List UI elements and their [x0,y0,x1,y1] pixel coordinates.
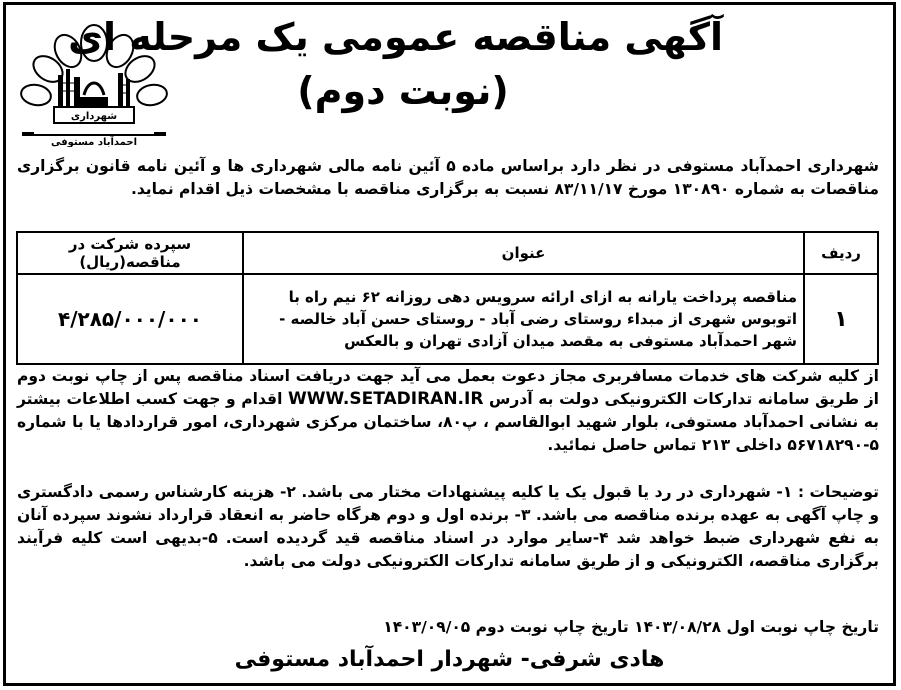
logo-text-sub: احمدآباد مستوفی [50,137,138,147]
table-header-row [17,232,878,274]
tender-notice [3,2,896,686]
table-row [17,274,878,364]
notice-header [6,5,893,153]
invitation-paragraph [17,365,879,457]
mayor-signature: هادی شرفی- شهردار احمدآباد مستوفی [234,647,665,672]
publication-dates: تاریخ چاپ نوبت اول ۱۴۰۳/۰۸/۲۸ تاریخ چاپ نوبت دوم ۱۴۰۳/۰۹/۰۵ [383,618,879,636]
column-header-deposit: سپرده شرکت در مناقصه(ریال) [17,232,243,274]
intro-paragraph: شهرداری احمدآباد مستوفی در نظر دارد براساس ماده ۵ آئین نامه مالی شهرداری ها و آئین نامه قانون برگزاری مناقصات به شماره ۱۳۰۸۹۰ مورخ ۸۳/۱۱/۱۷ نسبت به برگزاری مناقصه با مشخصات ذیل اقدام نماید. [17,157,880,198]
notice-title: آگهی مناقصه عمومی یک مرحله ای [68,15,723,59]
deposit-amount-cell: ۴/۲۸۵/۰۰۰/۰۰۰ [17,274,243,364]
notes-text: ۱- شهرداری در رد یا قبول یک یا کلیه پیشنهادات مختار می باشد. ۲- هزینه کارشناس رسمی دادگستری و چاپ آگهی به عهده برنده مناقصه می باشد. ۳- برنده اول و دوم هرگاه حاضر به انعقاد قرارداد نشوند سپرده آنان به نفع شهرداری ضبط خواهد شد ۴-سایر موارد در اسناد مناقصه قید گردیده است. ۵-بدیهی است کلیه فرآیند برگزاری مناقصه، الکترونیکی و از طریق سامانه تدارکات الکترونیکی دولت می باشد. [17,483,879,570]
logo-text-main: شهرداری [70,111,118,122]
invitation-text-end: اقدام و جهت کسب اطلاعات بیشتر به نشانی احمدآباد مستوفی، بلوار شهید ابوالقاسم ، پ۸۰، ساختمان مرکزی شهرداری، امور قراردادها یا با شماره ۵-۵۶۷۱۸۲۹۰ داخلی ۲۱۳ تماس حاصل نمائید. [17,390,879,454]
municipality-logo [14,13,174,147]
logo-emblem-icon [14,13,174,147]
invitation-text-start: از کلیه شرکت های خدمات مسافربری مجاز دعوت بعمل می آید جهت دریافت اسناد مناقصه پس از چاپ نوبت دوم از طریق سامانه تدارکات الکترونیکی دولت به آدرس [17,367,879,408]
row-number-cell: ۱ [804,274,878,364]
tender-table [16,231,879,365]
column-header-title: عنوان [243,232,804,274]
notice-subtitle: (نوبت دوم) [297,69,509,113]
tender-title-cell: مناقصه پرداخت یارانه به ازای ارائه سرویس دهی روزانه ۶۲ نیم راه با اتوبوس شهری از مبداء روستای رضی آباد - روستای حسن آباد خالصه - شهر احمدآباد مستوفی به مقصد میدان آزادی تهران و بالعکس [243,274,804,364]
notes-label: توضیحات : [797,483,879,501]
column-header-row-number: ردیف [804,232,878,274]
website-url: WWW.SETADIRAN.IR [288,389,484,409]
notes-paragraph [17,481,879,573]
